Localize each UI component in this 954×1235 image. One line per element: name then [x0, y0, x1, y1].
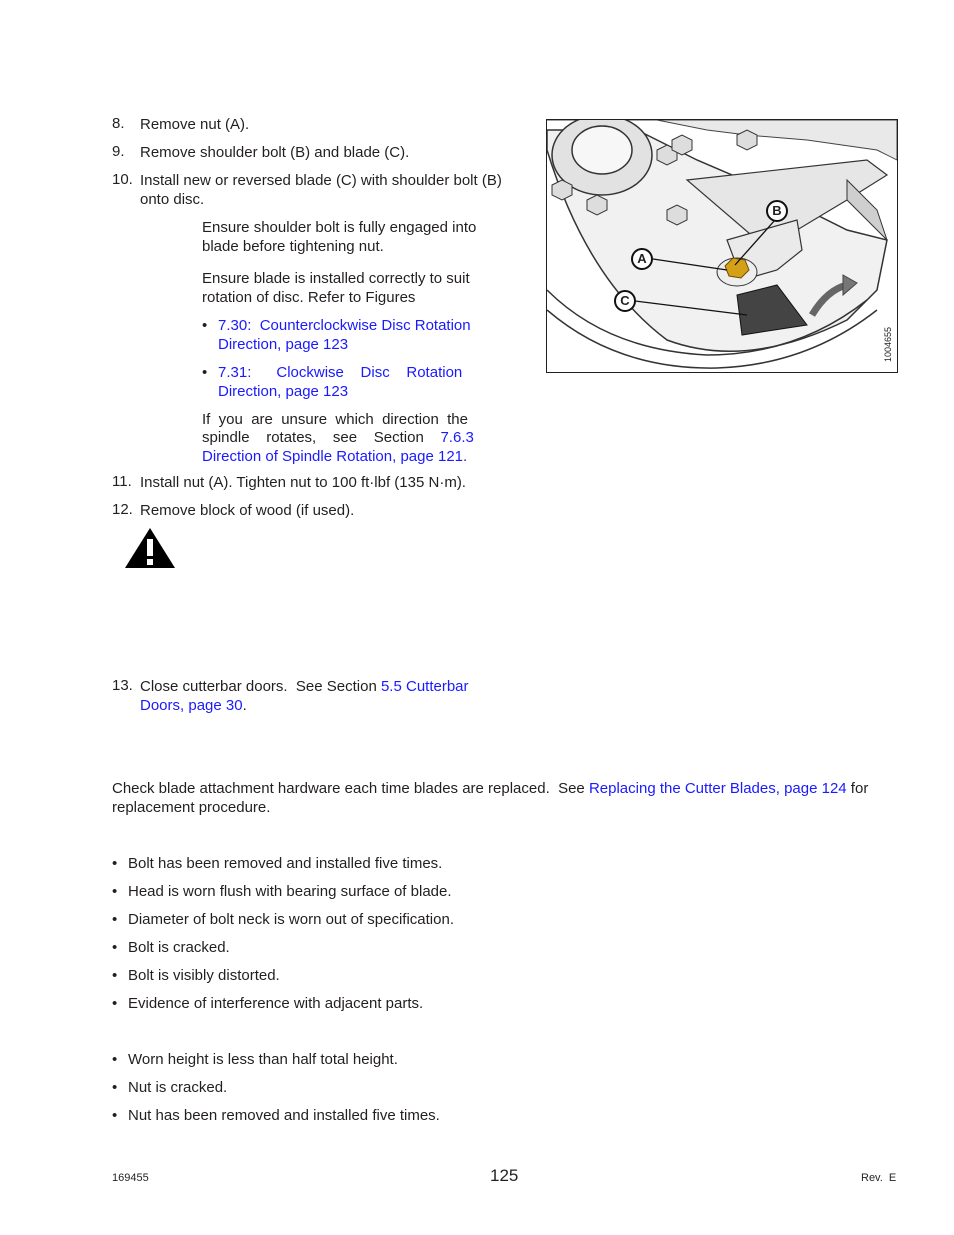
- callout-b: B: [766, 200, 788, 222]
- link-cutterbar-doors-page[interactable]: Doors, page 30: [140, 697, 243, 714]
- bullet-dot: •: [112, 939, 118, 956]
- link-figure-7-30[interactable]: 7.30: Counterclockwise Disc Rotation: [218, 317, 471, 334]
- note-unsure-line1: If you are unsure which direction the: [202, 411, 468, 428]
- bullet-dot: •: [202, 317, 208, 334]
- step-13-suffix: .: [242, 697, 247, 714]
- list-item: [112, 854, 442, 873]
- step-number-11: 11.: [112, 473, 132, 490]
- note-rotation-line2: rotation of disc. Refer to Figures: [202, 289, 416, 306]
- bullet-dot: •: [202, 364, 208, 381]
- bullet-dot: •: [112, 1079, 118, 1096]
- note-unsure-line2: [202, 428, 474, 447]
- bullet-dot: •: [112, 883, 118, 900]
- list-item-text: Bolt has been removed and installed five times.: [128, 855, 443, 872]
- bullet-dot: •: [112, 911, 118, 928]
- doc-number: 169455: [112, 1172, 149, 1184]
- revision: Rev. E: [861, 1172, 897, 1184]
- step-13-line1: [140, 677, 469, 696]
- link-figure-7-30-page[interactable]: Direction, page 123: [218, 336, 349, 353]
- step-8-text: Remove nut (A).: [140, 116, 250, 133]
- link-cutterbar-doors[interactable]: 5.5 Cutterbar: [380, 678, 469, 695]
- step-number-8: 8.: [112, 115, 125, 132]
- step-12-text: Remove block of wood (if used).: [140, 502, 355, 519]
- note-unsure-line2-text: spindle rotates, see Section: [202, 429, 441, 446]
- bullet-dot: •: [112, 967, 118, 984]
- step-10-line2: onto disc.: [140, 191, 205, 208]
- check-paragraph-line1: [112, 779, 868, 798]
- bullet-dot: •: [112, 1107, 118, 1124]
- disc-blade-illustration: [547, 120, 897, 372]
- list-item: [112, 938, 230, 957]
- bullet-dot: •: [112, 1051, 118, 1068]
- check-text: Check blade attachment hardware each time blades are replaced. See: [112, 780, 589, 797]
- list-item-text: Diameter of bolt neck is worn out of specification.: [128, 911, 454, 928]
- link-replacing-cutter-blades[interactable]: Replacing the Cutter Blades, page 124: [588, 780, 847, 797]
- list-item: [112, 966, 280, 985]
- bullet-dot: •: [112, 995, 118, 1012]
- link-direction-spindle-rotation[interactable]: Direction of Spindle Rotation, page 121.: [202, 448, 468, 465]
- note-bolt-engaged-line1: Ensure shoulder bolt is fully engaged into: [202, 219, 477, 236]
- figure-number: 1004655: [883, 326, 893, 362]
- link-figure-7-31[interactable]: 7.31: Clockwise Disc Rotation: [218, 364, 463, 381]
- list-item-text: Bolt is cracked.: [128, 939, 230, 956]
- step-number-10: 10.: [112, 171, 133, 188]
- link-figure-7-31-page[interactable]: Direction, page 123: [218, 383, 349, 400]
- list-item-text: Nut is cracked.: [128, 1079, 228, 1096]
- step-number-9: 9.: [112, 143, 125, 160]
- list-item: [112, 1050, 398, 1069]
- step-number-12: 12.: [112, 501, 133, 518]
- step-10-line1: Install new or reversed blade (C) with shoulder bolt (B): [140, 172, 502, 189]
- list-item-text: Evidence of interference with adjacent parts.: [128, 995, 424, 1012]
- page-number: 125: [490, 1166, 519, 1185]
- callout-a: A: [631, 248, 653, 270]
- list-item-text: Worn height is less than half total height.: [128, 1051, 398, 1068]
- list-item: [112, 882, 452, 901]
- check-paragraph-line2: replacement procedure.: [112, 799, 271, 816]
- list-item: [112, 910, 454, 929]
- warning-icon: [124, 527, 176, 569]
- step-11-text: Install nut (A). Tighten nut to 100 ft·lbf (135 N·m).: [140, 474, 466, 491]
- list-item-text: Nut has been removed and installed five times.: [128, 1107, 440, 1124]
- check-suffix: for: [846, 780, 869, 797]
- note-bolt-engaged-line2: blade before tightening nut.: [202, 238, 384, 255]
- step-9-text: Remove shoulder bolt (B) and blade (C).: [140, 144, 410, 161]
- blade-installation-figure: [546, 119, 898, 373]
- step-13-line2: [140, 696, 247, 715]
- list-item-text: Bolt is visibly distorted.: [128, 967, 280, 984]
- list-item: [112, 994, 423, 1013]
- list-item: [112, 1106, 440, 1125]
- list-item: [112, 1078, 227, 1097]
- note-rotation-line1: Ensure blade is installed correctly to suit: [202, 270, 470, 287]
- step-13-text: Close cutterbar doors. See Section: [140, 678, 381, 695]
- bullet-dot: •: [112, 855, 118, 872]
- step-number-13: 13.: [112, 677, 133, 694]
- callout-c: C: [614, 290, 636, 312]
- link-section-7-6-3[interactable]: 7.6.3: [440, 429, 474, 446]
- list-item-text: Head is worn flush with bearing surface of blade.: [128, 883, 452, 900]
